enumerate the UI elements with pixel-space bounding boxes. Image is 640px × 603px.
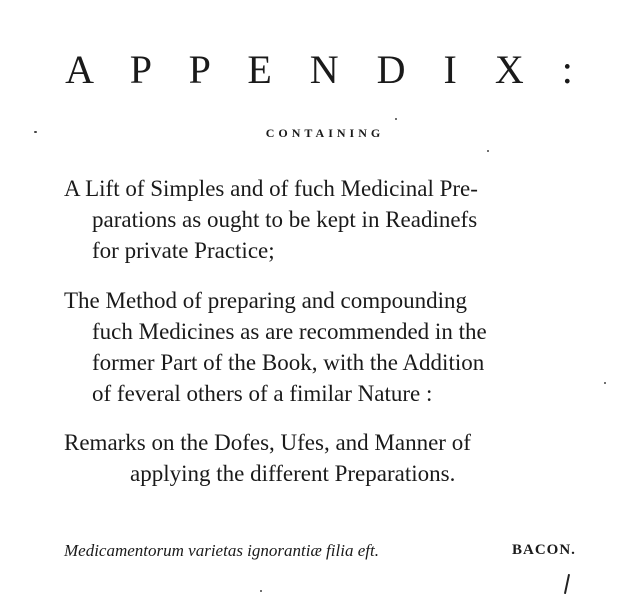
- contents-paragraph-3: [64, 427, 594, 489]
- page-title: A P P E N D I X :: [65, 47, 587, 92]
- paragraph-line: parations as ought to be kept in Readinefs: [92, 207, 478, 232]
- scan-speck: [487, 150, 489, 152]
- scan-speck: [34, 131, 37, 133]
- paragraph-line: fuch Medicines as are recommended in the: [92, 319, 487, 344]
- paragraph-line: Remarks on the Dofes, Ufes, and Manner of: [64, 430, 471, 455]
- epigraph-author: BACON.: [512, 542, 576, 558]
- scan-speck: [395, 118, 397, 120]
- epigraph-motto: Medicamentorum varietas ignorantiæ filia eft.: [64, 541, 379, 560]
- subtitle-containing: CONTAINING: [265, 126, 385, 140]
- paragraph-line: for private Practice;: [92, 238, 275, 263]
- contents-paragraph-2: [64, 285, 594, 409]
- pen-mark: [564, 574, 570, 594]
- paragraph-line: former Part of the Book, with the Addition: [92, 350, 485, 375]
- paragraph-line: The Method of preparing and compounding: [64, 288, 468, 313]
- scan-speck: [260, 590, 262, 592]
- paragraph-line: A Lift of Simples and of fuch Medicinal Pre-: [64, 176, 478, 201]
- contents-paragraph-1: [64, 173, 594, 266]
- paragraph-line: of feveral others of a fimilar Nature :: [92, 381, 433, 406]
- paragraph-line: applying the different Preparations.: [130, 461, 456, 486]
- scan-speck: [604, 382, 606, 384]
